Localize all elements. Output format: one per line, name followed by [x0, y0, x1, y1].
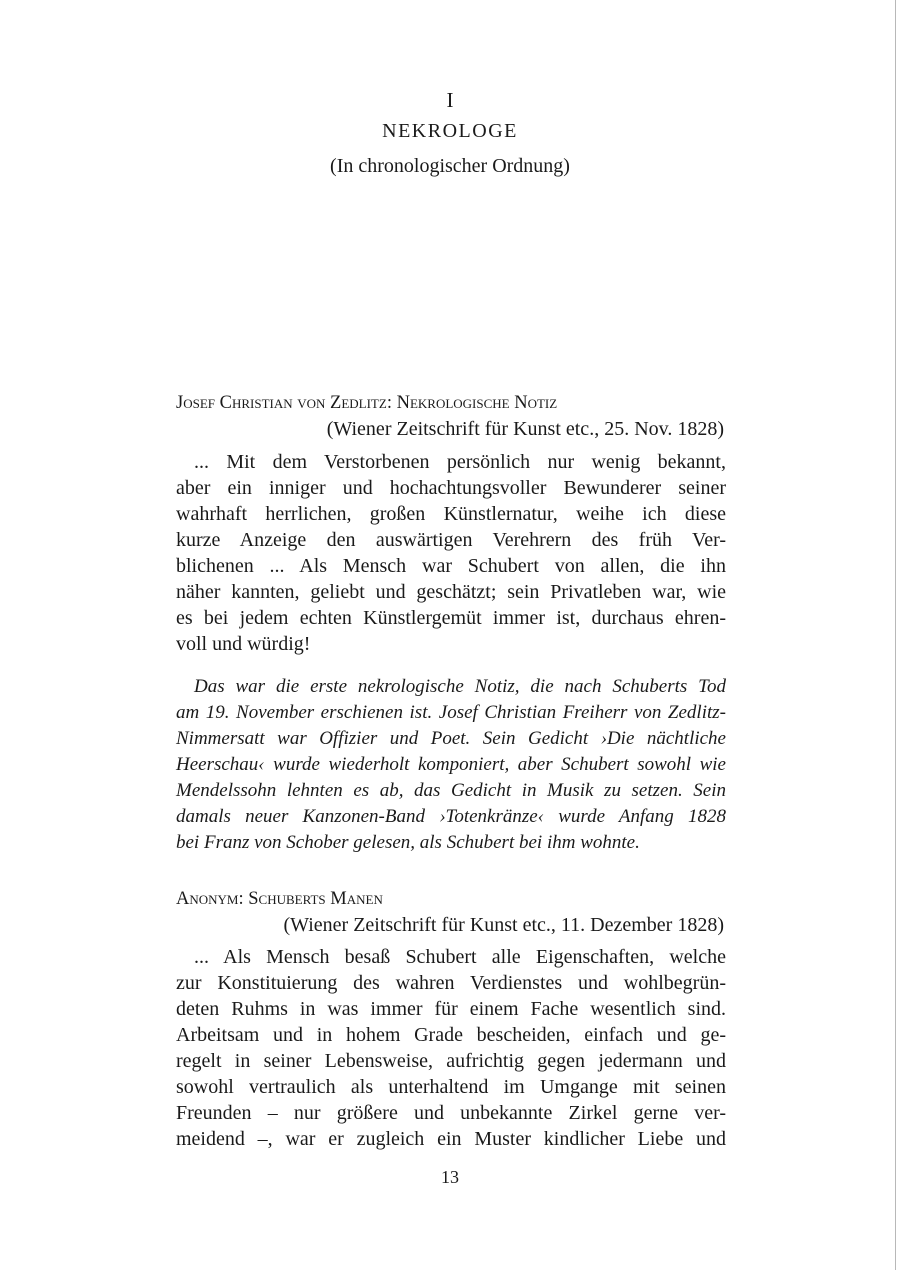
note-line: Mendelssohn lehnten es ab, das Gedicht in Musik zu setzen. Sein: [176, 780, 726, 801]
text-line: Freunden – nur größere und unbekannte Zirkel gerne ver-: [176, 1102, 726, 1124]
text-line: näher kannten, geliebt und geschätzt; sein Privatleben war, wie: [176, 581, 726, 603]
entry-source: (Wiener Zeitschrift für Kunst etc., 11. Dezember 1828): [283, 914, 724, 936]
entry-text: [176, 449, 726, 657]
entry-heading: Josef Christian von Zedlitz: Nekrologische Notiz: [176, 393, 558, 413]
text-line: es bei jedem echten Künstlergemüt immer ist, durchaus ehren-: [176, 607, 726, 629]
text-line: zur Konstituierung des wahren Verdienstes und wohlbegrün-: [176, 972, 726, 994]
text-line: kurze Anzeige den auswärtigen Verehrern des früh Ver-: [176, 529, 726, 551]
text-line: blichenen ... Als Mensch war Schubert von allen, die ihn: [176, 555, 726, 577]
note-line: Das war die erste nekrologische Notiz, die nach Schuberts Tod: [194, 676, 726, 697]
text-line: sowohl vertraulich als unterhaltend im Umgange mit seinen: [176, 1076, 726, 1098]
text-line: Arbeitsam und in hohem Grade bescheiden, einfach und ge-: [176, 1024, 726, 1046]
text-line: meidend –, war er zugleich ein Muster kindlicher Liebe und: [176, 1128, 726, 1150]
text-line: ... Mit dem Verstorbenen persönlich nur wenig bekannt,: [194, 451, 726, 473]
note-line: Nimmersatt war Offizier und Poet. Sein Gedicht ›Die nächtliche: [176, 728, 726, 749]
entry-text: [176, 944, 726, 1152]
note-line: am 19. November erschienen ist. Josef Christian Freiherr von Zedlitz-: [176, 702, 726, 723]
text-line: ... Als Mensch besaß Schubert alle Eigenschaften, welche: [194, 946, 726, 968]
text-line: deten Ruhms in was immer für einem Fache wesentlich sind.: [176, 998, 726, 1020]
entry-source: (Wiener Zeitschrift für Kunst etc., 25. Nov. 1828): [326, 418, 724, 440]
chapter-title: NEKROLOGE: [382, 120, 518, 142]
page-number: 13: [441, 1167, 459, 1187]
chapter-subtitle: (In chronologischer Ordnung): [330, 155, 570, 177]
chapter-number: I: [446, 88, 454, 112]
text-line: regelt in seiner Lebensweise, aufrichtig gegen jedermann und: [176, 1050, 726, 1072]
entry-heading: Anonym: Schuberts Manen: [176, 889, 383, 909]
editorial-note: [176, 674, 726, 856]
text-line: wahrhaft herrlichen, großen Künstlernatur, weihe ich diese: [176, 503, 726, 525]
text-line: aber ein inniger und hochachtungsvoller Bewunderer seiner: [176, 477, 726, 499]
page-edge-line: [895, 0, 896, 1270]
text-line: voll und würdig!: [176, 633, 311, 655]
note-line: bei Franz von Schober gelesen, als Schubert bei ihm wohnte.: [176, 832, 640, 853]
note-line: damals neuer Kanzonen-Band ›Totenkränze‹ wurde Anfang 1828: [176, 806, 726, 827]
note-line: Heerschau‹ wurde wiederholt komponiert, aber Schubert sowohl wie: [176, 754, 726, 775]
